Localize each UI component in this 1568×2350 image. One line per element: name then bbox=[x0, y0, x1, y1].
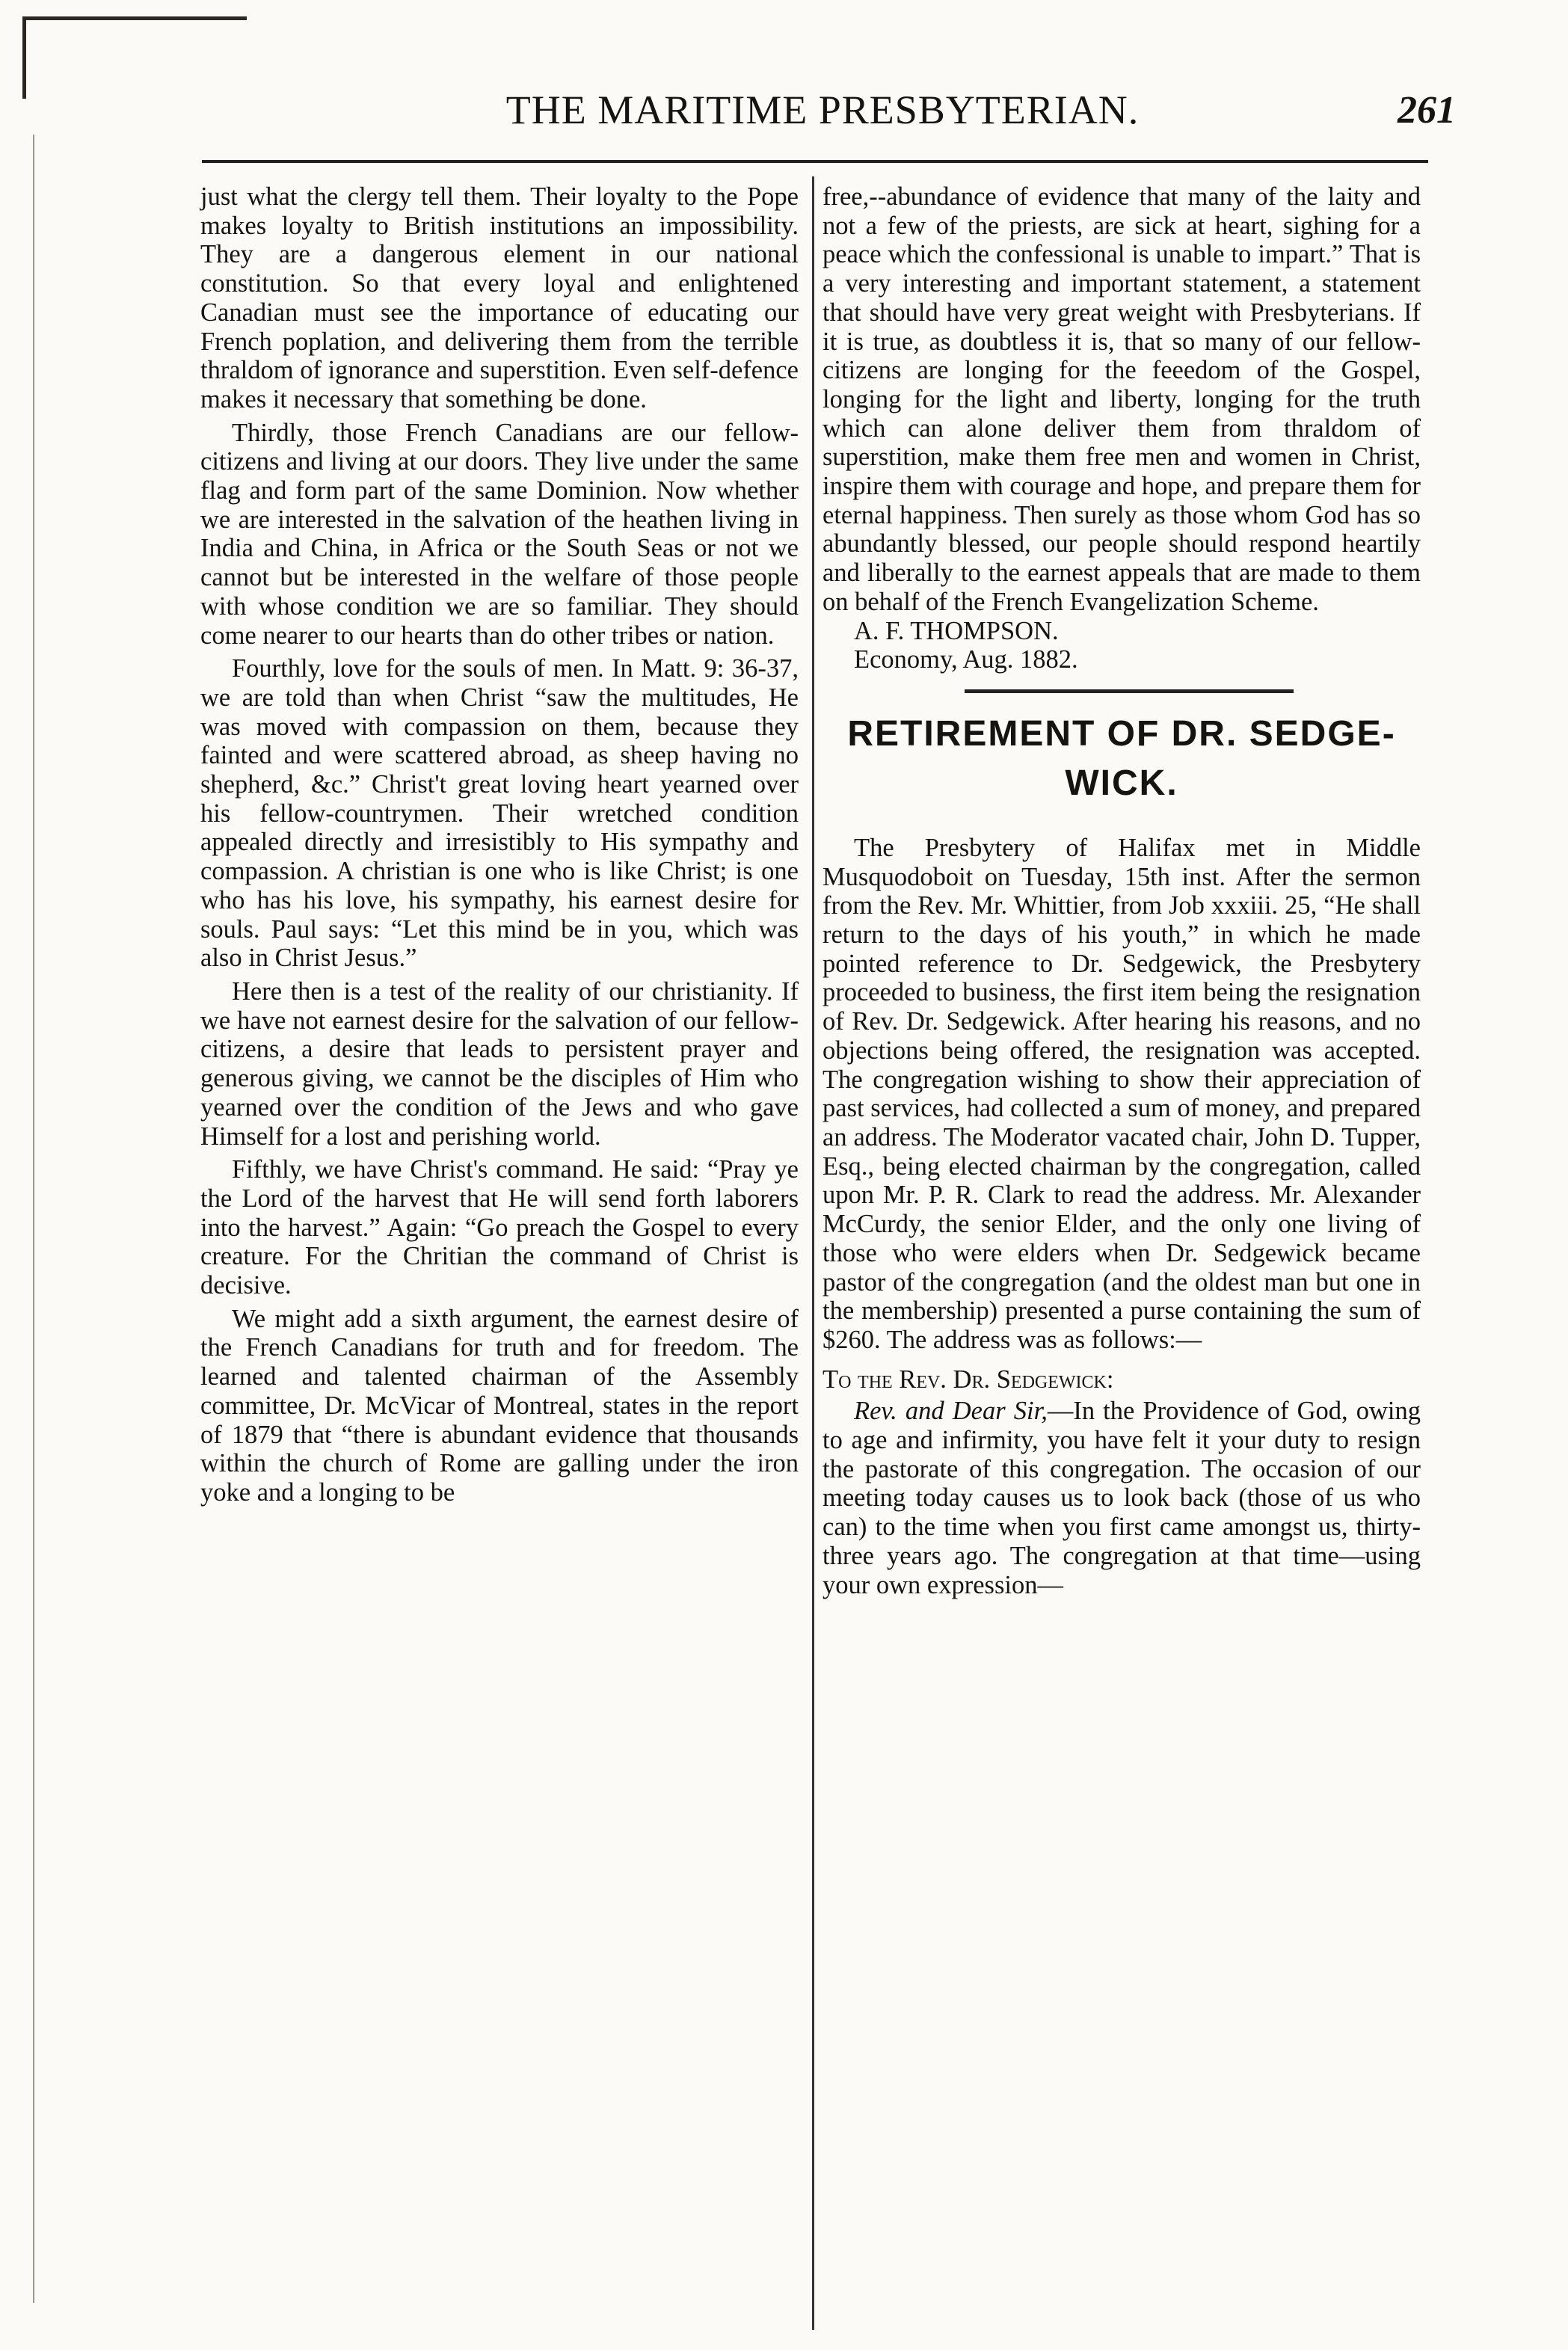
paragraph: Thirdly, those French Canadians are our fellow-citizens and living at our doors. They live under the same flag and form part of the same Dominion. Now whether we are interested in the salvation of the heathen living in India and China, in Africa or the South Seas or not we cannot but be interested in the welfare of those people with whose condition we are so familiar. They should come nearer to our hearts than do other tribes or nation. bbox=[200, 418, 799, 650]
paragraph: just what the clergy tell them. Their loyalty to the Pope makes loyalty to British institutions an impossibility. They are a dangerous element in our national constitution. So that every loyal and enlightened Canadian must see the importance of educating our French poplation, and delivering them from the terrible thraldom of ignorance and superstition. Even self-defence makes it necessary that something be done. bbox=[200, 182, 799, 413]
paragraph: We might add a sixth argument, the earnest desire of the French Canadians for truth and for freedom. The learned and talented chairman of the Assembly committee, Dr. McVicar of Montreal, states in the report of 1879 that “there is abundant evidence that thousands within the church of Rome are galling under the iron yoke and a longing to be bbox=[200, 1304, 799, 1507]
running-head: THE MARITIME PRESBYTERIAN. bbox=[505, 87, 1140, 132]
page-number: 261 bbox=[1398, 89, 1456, 132]
heading-line: RETIREMENT OF DR. SEDGE- bbox=[847, 713, 1396, 754]
left-column bbox=[200, 182, 799, 1507]
address-lead: Rev. and Dear Sir, bbox=[854, 1397, 1048, 1426]
paragraph: The Presbytery of Halifax met in Middle Musquodoboit on Tuesday, 15th inst. After the sermon from the Rev. Mr. Whittier, from Job xxxiii. 25, “He shall return to the days of his youth,” in which he made pointed reference to Dr. Sedgewick, the Presbytery proceeded to business, the first item being the resignation of Rev. Dr. Sedgewick. After hearing his reasons, and no objections being offered, the resignation was accepted. The congregation wishing to show their appreciation of past services, had collected a sum of money, and prepared an address. The Moderator vacated chair, John D. Tupper, Esq., being elected chairman by the congregation, called upon Mr. P. R. Clark to read the address. Mr. Alexander McCurdy, the senior Elder, and the only one living of those who were elders when Dr. Sedgewick became pastor of the congregation (and the oldest man but one in the membership) presented a purse containing the sum of $260. The address was as follows:— bbox=[823, 833, 1421, 1354]
page-edge bbox=[33, 135, 34, 2303]
heading-line: WICK. bbox=[1065, 763, 1178, 803]
address-body: —In the Providence of God, owing to age and infirmity, you have felt it your duty to resign the pastorate of this congregation. The occasion of our meeting today causes us to look back (those of us who can) to the time when you first came amongst us, thirty-three years ago. The congregation at that time—using your own expression— bbox=[823, 1397, 1421, 1599]
signature: A. F. THOMPSON. bbox=[854, 616, 1059, 645]
paragraph: free,--abundance of evidence that many of the laity and not a few of the priests, are sick at heart, sighing for a peace which the confessional is unable to impart.” That is a very interesting and important statement, a statement that should have very great weight with Presbyterians. If it is true, as doubtless it is, that so many of our fellow-citizens are longing for the feeedom of the Gospel, longing for the light and liberty, longing for the truth which can alone deliver them from thraldom of superstition, make them free men and women in Christ, inspire them with courage and hope, and prepare them for eternal happiness. Then surely as those whom God has so abundantly blessed, our people should respond heartily and liberally to the earnest appeals that are made to them on behalf of the French Evangelization Scheme. bbox=[823, 182, 1421, 616]
article-heading bbox=[823, 710, 1421, 808]
paragraph: Here then is a test of the reality of our christianity. If we have not earnest desire for the salvation of our fellow-citizens, a desire that leads to persistent prayer and generous giving, we cannot be the disciples of Him who yearned over the condition of the Jews and who gave Himself for a lost and perishing world. bbox=[200, 976, 799, 1151]
address-paragraph bbox=[823, 1397, 1421, 1599]
paragraph: Fifthly, we have Christ's command. He said: “Pray ye the Lord of the harvest that He will send forth laborers into the harvest.” Again: “Go preach the Gospel to every creature. For the Chritian the command of Christ is decisive. bbox=[200, 1155, 799, 1300]
binding-mark bbox=[22, 16, 247, 20]
column-rule bbox=[812, 176, 814, 2330]
right-column bbox=[823, 182, 1421, 1599]
dateline: Economy, Aug. 1882. bbox=[854, 645, 1078, 674]
binding-mark-vertical bbox=[22, 16, 26, 99]
paragraph: Fourthly, love for the souls of men. In Matt. 9: 36-37, we are told than when Christ “saw the multitudes, He was moved with compassion on them, because they fainted and were scattered abroad, as sheep having no shepherd, &c.” Christ't great loving heart yearned over his fellow-countrymen. Their wretched condition appealed directly and irresistibly to His sympathy and compassion. A christian is one who is like Christ; is one who has his love, his sympathy, his earnest desire for souls. Paul says: “Let this mind be in you, which was also in Christ Jesus.” bbox=[200, 654, 799, 973]
header-rule bbox=[202, 160, 1428, 163]
section-rule bbox=[965, 689, 1294, 693]
salutation: To the Rev. Dr. Sedgewick: bbox=[823, 1365, 1114, 1394]
